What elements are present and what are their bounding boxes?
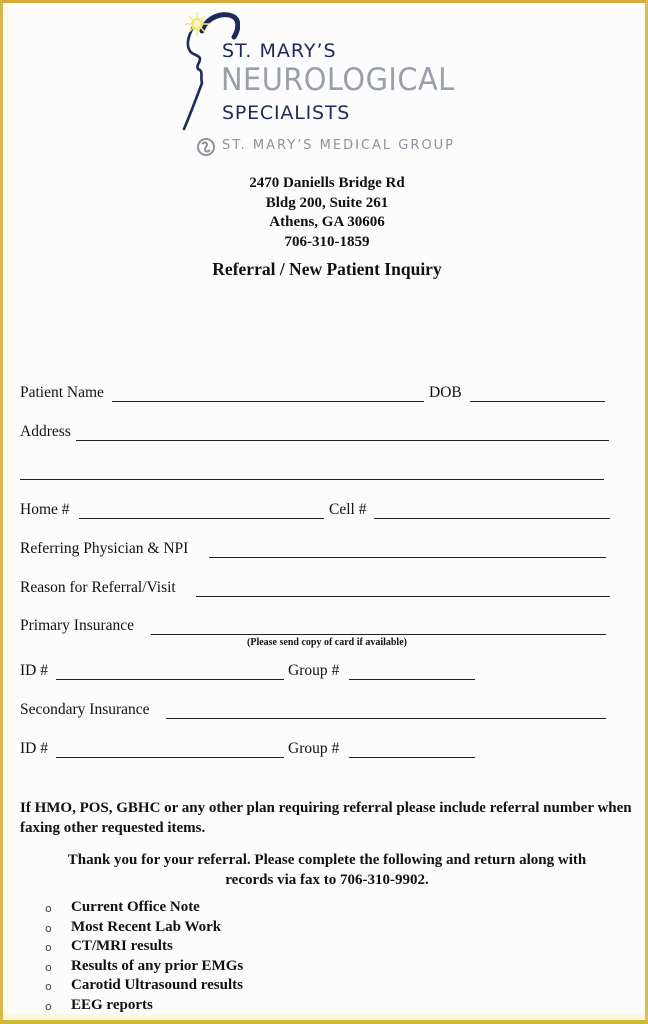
- address-field-line1[interactable]: [76, 440, 609, 441]
- secondary-insurance-field[interactable]: [166, 718, 606, 719]
- row-reason: [20, 579, 620, 601]
- home-phone-field[interactable]: [79, 518, 324, 519]
- practice-address: [3, 174, 648, 252]
- dob-label: DOB: [429, 384, 462, 401]
- address-suite: Bldg 200, Suite 261: [265, 194, 389, 211]
- circle-bullet-icon: o: [45, 921, 52, 935]
- thank-you-line2: records via fax to 706-310-9902.: [225, 872, 429, 888]
- reason-label: Reason for Referral/Visit: [20, 579, 176, 596]
- thank-you-message: [3, 850, 648, 890]
- circle-bullet-icon: o: [45, 980, 52, 994]
- logo-text-st-marys: ST. MARY’S: [222, 40, 337, 62]
- row-primary-insurance: [20, 617, 620, 639]
- row-address: [20, 423, 620, 445]
- primary-group-field[interactable]: [349, 679, 475, 680]
- secondary-id-field[interactable]: [56, 757, 284, 758]
- thank-you-line1: Thank you for your referral. Please complete the following and return along with: [67, 852, 587, 868]
- secondary-group-field[interactable]: [349, 757, 475, 758]
- reason-field[interactable]: [196, 596, 610, 597]
- insurance-card-note: (Please send copy of card if available): [247, 637, 407, 648]
- row-secondary-insurance: [20, 701, 620, 723]
- row-address-2: [20, 462, 620, 484]
- address-phone: 706-310-1859: [284, 233, 370, 250]
- logo-text-neurological: NEUROLOGICAL: [221, 62, 455, 98]
- address-label: Address: [20, 423, 71, 440]
- row-referring-physician: [20, 540, 620, 562]
- referral-notice: If HMO, POS, GBHC or any other plan requiring referral please include referral number when faxing other requested items.: [20, 800, 632, 836]
- referring-physician-label: Referring Physician & NPI: [20, 540, 189, 557]
- patient-name-field[interactable]: [112, 401, 424, 402]
- cell-phone-field[interactable]: [374, 518, 610, 519]
- medical-group-text: ST. MARY’S MEDICAL GROUP: [222, 138, 455, 153]
- secondary-group-label: Group #: [288, 740, 340, 757]
- primary-group-label: Group #: [288, 662, 340, 679]
- row-phone: [20, 501, 620, 523]
- referral-form-page: ST. MARY’S NEUROLOGICAL SPECIALISTS ST. MARY’S MEDICAL GROUP 2470 Daniells Bridge Rd Bldg 200, Suite 261 Athens, GA 30606 706-310-1859 Referral / New Patient Inquiry Patient Name DOB Address Home # Cell # Referring Physician & NPI Reason for Referral/Visit Primary Insurance (Please send copy of card if available) ID # Group # Secondary Insurance ID # Group # If HMO, POS, GBHC or any other plan requiring referral please include referral number when faxing other requested items. Thank you for your referral. Please complete the following and return along with records via fax to 706-310-9902. o Current Office Note o Most Recent Lab Work o CT/MRI results o Results of any prior EMGs o Carotid Ultrasound results o EEG reports: [0, 0, 648, 1024]
- row-secondary-id-group: [20, 740, 620, 762]
- patient-name-label: Patient Name: [20, 384, 104, 401]
- address-street: 2470 Daniells Bridge Rd: [249, 175, 405, 191]
- row-primary-id-group: [20, 662, 620, 684]
- form-title: Referral / New Patient Inquiry: [212, 259, 442, 279]
- primary-id-label: ID #: [20, 662, 48, 679]
- primary-insurance-label: Primary Insurance: [20, 617, 135, 634]
- row-patient-name: [20, 384, 620, 406]
- primary-id-field[interactable]: [56, 679, 284, 680]
- address-city: Athens, GA 30606: [269, 214, 385, 230]
- circle-bullet-icon: o: [45, 999, 52, 1013]
- secondary-insurance-label: Secondary Insurance: [20, 701, 150, 718]
- secondary-id-label: ID #: [20, 740, 48, 757]
- practice-logo: [180, 7, 480, 167]
- medical-group-emblem-icon: [196, 137, 216, 157]
- circle-bullet-icon: o: [45, 941, 52, 955]
- circle-bullet-icon: o: [45, 960, 52, 974]
- circle-bullet-icon: o: [45, 902, 52, 915]
- dob-field[interactable]: [470, 401, 605, 402]
- referring-physician-field[interactable]: [209, 557, 606, 558]
- home-phone-label: Home #: [20, 501, 70, 518]
- cell-phone-label: Cell #: [329, 501, 367, 518]
- logo-text-specialists: SPECIALISTS: [222, 102, 351, 124]
- primary-insurance-field[interactable]: [151, 634, 606, 635]
- address-field-line2[interactable]: [20, 479, 604, 480]
